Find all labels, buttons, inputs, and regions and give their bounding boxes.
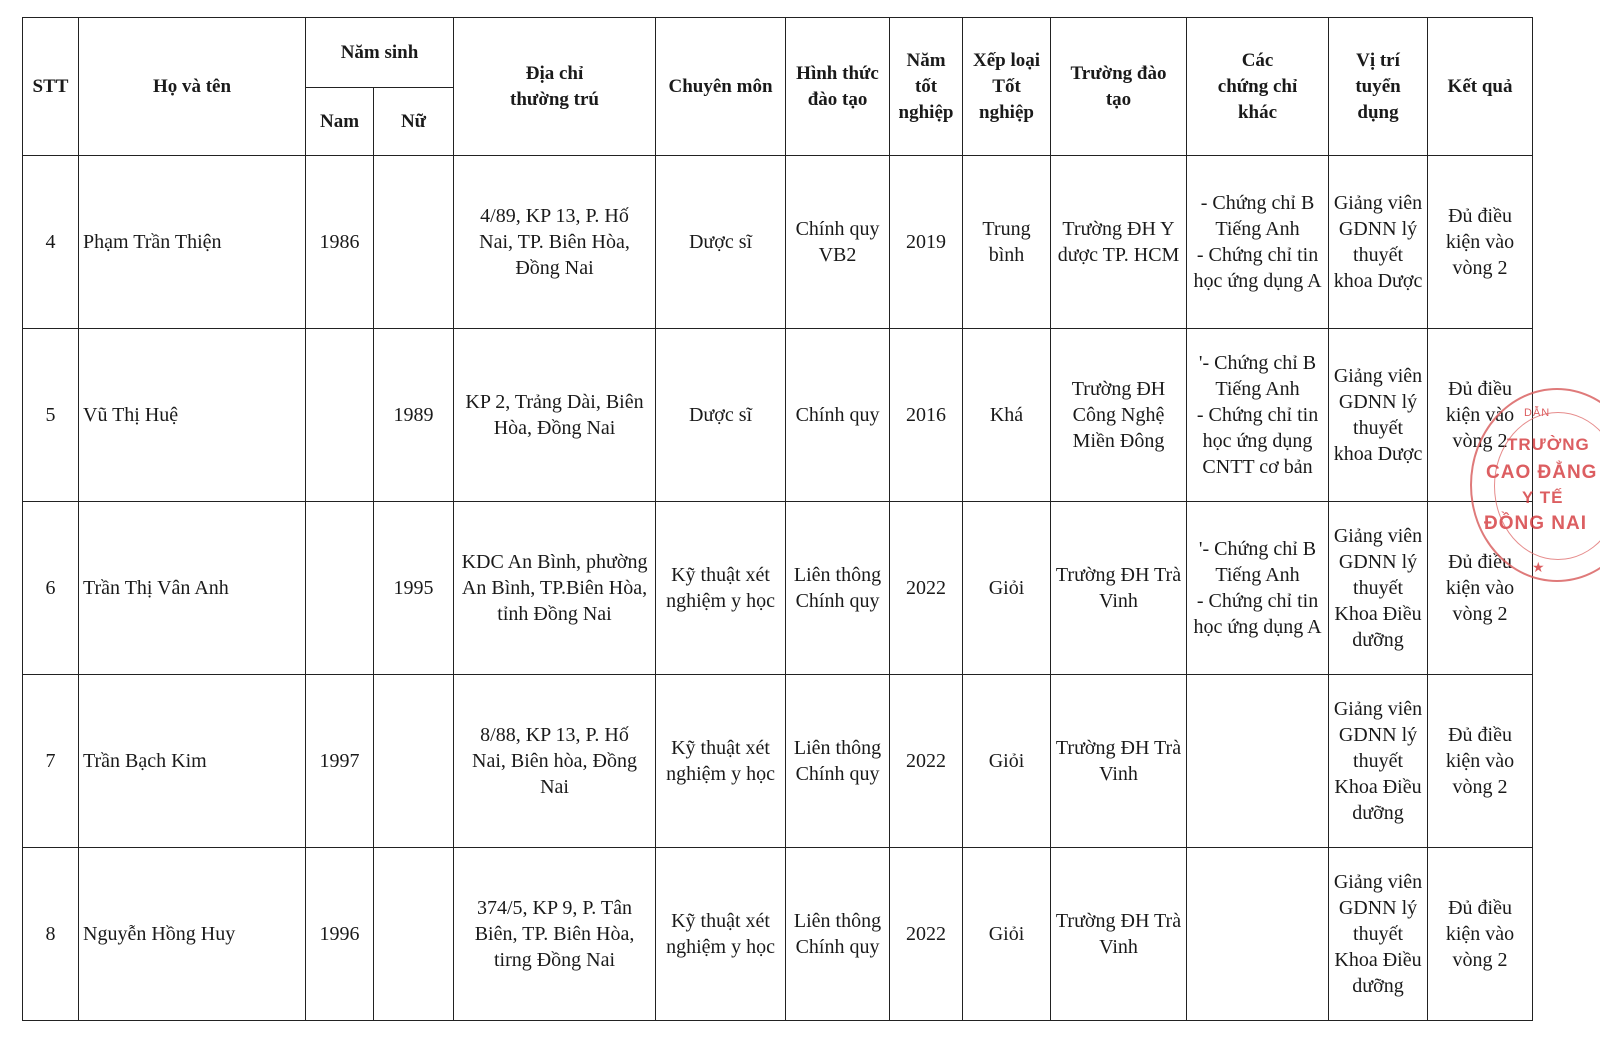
cell-line: vòng 2: [1452, 949, 1508, 971]
candidate-table: [22, 17, 1533, 1021]
cell-major: Dược sĩ: [656, 329, 786, 502]
cell-name: Vũ Thị Huệ: [79, 329, 306, 502]
cell-line: thuyết: [1353, 750, 1404, 772]
cell-line: 374/5, KP 9, P. Tân: [477, 897, 633, 919]
cell-line: Công Nghệ: [1072, 404, 1165, 426]
cell-name: Trần Thị Vân Anh: [79, 502, 306, 675]
cell-certs: [1187, 848, 1329, 1021]
cell-line: nghiệm y học: [666, 763, 775, 785]
table-row: [23, 675, 1533, 848]
cell-line: Chính quy: [795, 936, 880, 958]
cell-line: khoa Dược: [1333, 443, 1423, 465]
cell-training-form: [786, 329, 890, 502]
cell-line: Liên thông: [793, 737, 882, 759]
cell-line: KP 2, Trảng Dài, Biên: [465, 391, 644, 413]
cell-line: Nai: [540, 776, 569, 798]
cell-line: thuyết: [1353, 417, 1404, 439]
cell-line: - Chứng chỉ tin: [1196, 244, 1319, 266]
cell-line: An Bình, TP.Biên Hòa,: [461, 577, 648, 599]
cell-school: [1051, 156, 1187, 329]
cell-name: Nguyễn Hồng Huy: [79, 848, 306, 1021]
cell-training-form: [786, 675, 890, 848]
seal-star-icon: ★: [1532, 561, 1545, 576]
cell-line: Giảng viên: [1333, 871, 1423, 893]
header-result: Kết quả: [1428, 18, 1533, 156]
cell-line: vòng 2: [1452, 776, 1508, 798]
cell-name: Trần Bạch Kim: [79, 675, 306, 848]
cell-line: Giỏi: [988, 577, 1025, 599]
cell-line: Khoa Điều: [1334, 949, 1422, 971]
seal-text: ĐỒNG NAI: [1484, 513, 1587, 534]
cell-line: dưỡng: [1352, 629, 1404, 651]
cell-line: GDNN lý: [1338, 551, 1418, 573]
cell-line: kiện vào: [1445, 231, 1515, 253]
cell-line: Đủ điều: [1448, 205, 1512, 227]
header-address: [454, 18, 656, 156]
cell-line: Kỹ thuật xét: [671, 564, 770, 586]
cell-line: Chính quy: [795, 218, 880, 240]
cell-line: Miền Đông: [1072, 430, 1165, 452]
header-birth-year: Năm sinh: [306, 18, 454, 88]
cell-birth-male: 1996: [306, 848, 374, 1021]
cell-line: Khoa Điều: [1334, 776, 1422, 798]
cell-line: dưỡng: [1352, 802, 1404, 824]
cell-line: Hình thức: [796, 62, 879, 84]
cell-line: Biên, TP. Biên Hòa,: [474, 923, 635, 945]
cell-grad-rank: [963, 329, 1051, 502]
cell-line: Nai, TP. Biên Hòa,: [479, 231, 630, 253]
cell-line: 8/88, KP 13, P. Hố: [480, 724, 629, 746]
cell-line: khoa Dược: [1333, 270, 1423, 292]
cell-line: kiện vào: [1445, 404, 1515, 426]
cell-line: Chính quy: [795, 763, 880, 785]
cell-major: [656, 675, 786, 848]
cell-line: GDNN lý: [1338, 218, 1418, 240]
cell-line: học ứng dụng A: [1193, 616, 1322, 638]
cell-address: [454, 675, 656, 848]
cell-grad-year: 2019: [890, 156, 963, 329]
cell-line: Kỹ thuật xét: [671, 737, 770, 759]
cell-line: Trường ĐH Trà: [1055, 564, 1182, 586]
cell-birth-male: 1997: [306, 675, 374, 848]
cell-birth-female: [374, 156, 454, 329]
seal-text: DẪN: [1524, 407, 1551, 419]
cell-line: Kỹ thuật xét: [671, 910, 770, 932]
cell-line: Liên thông: [793, 910, 882, 932]
cell-line: '- Chứng chỉ B: [1198, 352, 1317, 374]
cell-line: Hòa, Đồng Nai: [493, 417, 616, 439]
header-grad-rank: [963, 18, 1051, 156]
cell-stt: 4: [23, 156, 79, 329]
cell-line: thường trú: [510, 88, 599, 110]
cell-school: [1051, 848, 1187, 1021]
cell-line: Vinh: [1099, 590, 1138, 612]
header-grad-year: [890, 18, 963, 156]
cell-position: [1329, 675, 1428, 848]
cell-line: - Chứng chỉ tin: [1196, 590, 1319, 612]
cell-result: [1428, 156, 1533, 329]
cell-line: Địa chỉ: [525, 62, 584, 84]
cell-address: [454, 502, 656, 675]
cell-line: thuyết: [1353, 923, 1404, 945]
cell-line: dưỡng: [1352, 975, 1404, 997]
cell-line: chứng chỉ: [1217, 75, 1298, 97]
cell-line: 4/89, KP 13, P. Hố: [480, 205, 629, 227]
cell-line: KDC An Bình, phường: [461, 551, 648, 573]
cell-position: [1329, 329, 1428, 502]
cell-line: Giảng viên: [1333, 525, 1423, 547]
cell-position: [1329, 156, 1428, 329]
table-body: [23, 156, 1533, 1021]
cell-result: [1428, 329, 1533, 502]
table-row: [23, 848, 1533, 1021]
cell-training-form: [786, 502, 890, 675]
cell-position: [1329, 848, 1428, 1021]
cell-major: [656, 502, 786, 675]
cell-line: Trường ĐH Y: [1062, 218, 1175, 240]
cell-line: VB2: [818, 244, 857, 266]
cell-training-form: [786, 848, 890, 1021]
cell-line: Trường ĐH Trà: [1055, 910, 1182, 932]
cell-grad-year: 2016: [890, 329, 963, 502]
cell-line: Năm: [906, 49, 946, 71]
cell-line: '- Chứng chỉ B: [1198, 538, 1317, 560]
cell-line: nghiệm y học: [666, 590, 775, 612]
cell-line: Tiếng Anh: [1215, 218, 1300, 240]
header-male: Nam: [306, 88, 374, 156]
cell-certs: [1187, 675, 1329, 848]
header-training-form: [786, 18, 890, 156]
document-sheet: [22, 17, 1532, 1021]
cell-line: Liên thông: [793, 564, 882, 586]
cell-line: vòng 2: [1452, 257, 1508, 279]
cell-line: Chính quy: [795, 404, 880, 426]
cell-birth-male: 1986: [306, 156, 374, 329]
cell-line: Khá: [989, 404, 1024, 426]
cell-line: tốt: [914, 75, 938, 97]
cell-stt: 8: [23, 848, 79, 1021]
cell-line: vòng 2: [1452, 430, 1508, 452]
cell-line: Các: [1241, 49, 1274, 71]
cell-line: học ứng dụng: [1202, 430, 1313, 452]
cell-training-form: [786, 156, 890, 329]
cell-line: kiện vào: [1445, 577, 1515, 599]
cell-line: tỉnh Đồng Nai: [497, 603, 612, 625]
header-certs: [1187, 18, 1329, 156]
cell-line: Đủ điều: [1448, 378, 1512, 400]
header-female: Nữ: [374, 88, 454, 156]
cell-line: học ứng dụng A: [1193, 270, 1322, 292]
header-stt: STT: [23, 18, 79, 156]
cell-birth-female: 1989: [374, 329, 454, 502]
cell-result: [1428, 675, 1533, 848]
cell-stt: 7: [23, 675, 79, 848]
cell-birth-female: [374, 848, 454, 1021]
cell-line: Khoa Điều: [1334, 603, 1422, 625]
cell-certs: [1187, 329, 1329, 502]
cell-line: Xếp loại: [973, 49, 1041, 71]
table-row: [23, 502, 1533, 675]
seal-text: Y TẾ: [1522, 488, 1564, 507]
cell-line: bình: [988, 244, 1025, 266]
cell-line: Vinh: [1099, 936, 1138, 958]
cell-result: [1428, 848, 1533, 1021]
cell-line: Tiếng Anh: [1215, 378, 1300, 400]
cell-line: CNTT cơ bản: [1202, 456, 1313, 478]
cell-line: thuyết: [1353, 244, 1404, 266]
seal-text: CAO ĐẲNG: [1486, 462, 1598, 483]
cell-grad-rank: [963, 675, 1051, 848]
cell-grad-year: 2022: [890, 848, 963, 1021]
cell-school: [1051, 329, 1187, 502]
cell-school: [1051, 675, 1187, 848]
cell-line: kiện vào: [1445, 750, 1515, 772]
cell-name: Phạm Trần Thiện: [79, 156, 306, 329]
cell-line: Đủ điều: [1448, 724, 1512, 746]
cell-address: [454, 329, 656, 502]
cell-grad-rank: [963, 848, 1051, 1021]
cell-line: đào tạo: [807, 88, 868, 110]
cell-major: [656, 848, 786, 1021]
header-school: [1051, 18, 1187, 156]
table-row: [23, 329, 1533, 502]
cell-line: Vinh: [1099, 763, 1138, 785]
cell-line: Vị trí: [1356, 49, 1400, 71]
cell-line: Giảng viên: [1333, 365, 1423, 387]
cell-line: dụng: [1357, 101, 1399, 123]
seal-text: TRƯỜNG: [1507, 435, 1590, 454]
cell-address: [454, 156, 656, 329]
cell-line: GDNN lý: [1338, 391, 1418, 413]
cell-line: nghiệp: [898, 101, 954, 123]
cell-line: Trường đào: [1070, 62, 1167, 84]
cell-birth-male: [306, 502, 374, 675]
cell-birth-male: [306, 329, 374, 502]
cell-line: vòng 2: [1452, 603, 1508, 625]
cell-line: dược TP. HCM: [1057, 244, 1180, 266]
cell-line: Trung: [982, 218, 1031, 240]
cell-certs: [1187, 502, 1329, 675]
header-position: [1329, 18, 1428, 156]
cell-line: Nai, Biên hòa, Đồng: [472, 750, 637, 772]
header-major: Chuyên môn: [656, 18, 786, 156]
cell-line: Giỏi: [988, 923, 1025, 945]
cell-stt: 5: [23, 329, 79, 502]
cell-address: [454, 848, 656, 1021]
table-row: [23, 156, 1533, 329]
cell-stt: 6: [23, 502, 79, 675]
cell-line: Tốt: [992, 75, 1021, 97]
cell-grad-rank: [963, 502, 1051, 675]
cell-school: [1051, 502, 1187, 675]
cell-grad-year: 2022: [890, 675, 963, 848]
cell-line: nghiệm y học: [666, 936, 775, 958]
cell-line: tạo: [1105, 88, 1132, 110]
cell-line: - Chứng chỉ B: [1200, 192, 1315, 214]
cell-line: Trường ĐH Trà: [1055, 737, 1182, 759]
cell-line: nghiệp: [979, 101, 1034, 123]
cell-line: Chính quy: [795, 590, 880, 612]
cell-line: thuyết: [1353, 577, 1404, 599]
cell-line: Giảng viên: [1333, 698, 1423, 720]
cell-line: tirng Đồng Nai: [493, 949, 616, 971]
cell-line: Đủ điều: [1448, 897, 1512, 919]
cell-grad-year: 2022: [890, 502, 963, 675]
cell-line: GDNN lý: [1338, 724, 1418, 746]
cell-line: Giảng viên: [1333, 192, 1423, 214]
cell-line: GDNN lý: [1338, 897, 1418, 919]
cell-line: kiện vào: [1445, 923, 1515, 945]
cell-line: tuyển: [1355, 75, 1401, 97]
cell-birth-female: 1995: [374, 502, 454, 675]
cell-position: [1329, 502, 1428, 675]
cell-line: Đồng Nai: [515, 257, 594, 279]
cell-major: Dược sĩ: [656, 156, 786, 329]
cell-line: Tiếng Anh: [1215, 564, 1300, 586]
cell-line: khác: [1237, 101, 1278, 123]
cell-line: Trường ĐH: [1071, 378, 1166, 400]
cell-line: Giỏi: [988, 750, 1025, 772]
cell-line: Đủ điều: [1448, 551, 1512, 573]
cell-certs: [1187, 156, 1329, 329]
cell-line: - Chứng chỉ tin: [1196, 404, 1319, 426]
cell-birth-female: [374, 675, 454, 848]
header-name: Họ và tên: [79, 18, 306, 156]
table-header: [23, 18, 1533, 156]
cell-result: [1428, 502, 1533, 675]
cell-grad-rank: [963, 156, 1051, 329]
